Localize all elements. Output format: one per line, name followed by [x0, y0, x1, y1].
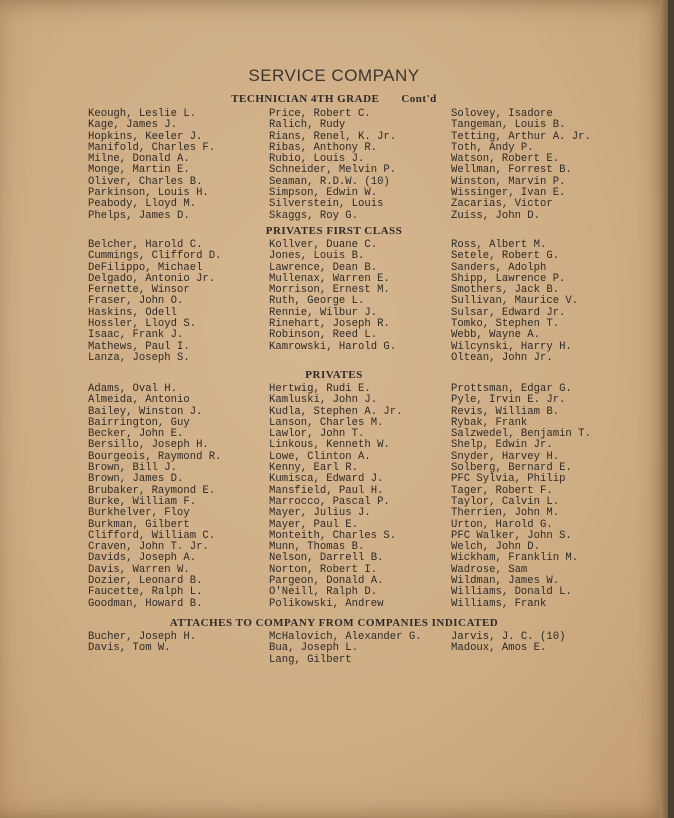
roster-name: Winston, Marvin P. [451, 175, 566, 188]
roster-name: Shipp, Lawrence P. [451, 272, 566, 285]
roster-name: Kudla, Stephen A. Jr. [269, 405, 403, 418]
roster-name: Pargeon, Donald A. [269, 575, 384, 588]
section-heading-text: PRIVATES FIRST CLASS [265, 225, 403, 237]
pfc-column-3 [451, 240, 578, 364]
roster-name: Price, Robert C. [269, 108, 371, 120]
roster-name: Therrien, John M. [451, 507, 560, 520]
roster-name: Wickham, Franklin M. [451, 552, 579, 565]
roster-name: Zuiss, John D. [451, 209, 541, 222]
technician-column-1 [88, 109, 215, 222]
roster-name: Taylor, Calvin L. [451, 495, 560, 508]
roster-name: Shelp, Edwin Jr. [451, 439, 553, 452]
roster-name: Toth, Andy P. [451, 141, 534, 154]
privates-column-2 [269, 384, 403, 610]
roster-name: Polikowski, Andrew [269, 597, 384, 610]
roster-name: Rians, Renel, K. Jr. [269, 130, 397, 143]
roster-name: Prottsman, Edgar G. [451, 383, 572, 395]
roster-name: Bersillo, Joseph H. [88, 439, 209, 452]
attaches-column-3 [451, 632, 565, 655]
roster-name: Tager, Robert F. [451, 484, 553, 497]
roster-name: Robinson, Reed L. [269, 329, 378, 342]
roster-name: Manifold, Charles F. [88, 141, 216, 154]
roster-name: Lanza, Joseph S. [88, 351, 190, 364]
roster-name: Delgado, Antonio Jr. [88, 272, 216, 285]
roster-name: Brown, Bill J. [88, 462, 178, 475]
roster-name: Fernette, Winsor [88, 284, 190, 297]
roster-name: Haskins, Odell [88, 306, 178, 319]
roster-name: Wilcynski, Harry H. [451, 340, 572, 353]
roster-name: Zacarias, Victor [451, 198, 553, 211]
roster-name: Phelps, James D. [88, 209, 190, 222]
privates-column-1 [88, 384, 222, 610]
roster-name: Davids, Joseph A. [88, 552, 197, 565]
roster-name: Burkhelver, Floy [88, 507, 190, 520]
roster-name: Rubio, Louis J. [269, 153, 365, 166]
roster-name: Rennie, Wilbur J. [269, 306, 378, 319]
roster-name: Lang, Gilbert [269, 653, 352, 666]
pfc-column-2 [269, 240, 396, 353]
roster-name: Becker, John E. [88, 428, 184, 441]
roster-name: Cummings, Clifford D. [88, 250, 222, 263]
roster-name: Lanson, Charles M. [269, 416, 384, 429]
technician-column-3 [451, 109, 591, 222]
roster-name: Kenny, Earl R. [269, 462, 359, 475]
roster-name: Seaman, R.D.W. (10) [269, 175, 390, 188]
roster-name: Craven, John T. Jr. [88, 541, 209, 554]
roster-name: Ruth, George L. [269, 295, 365, 308]
page-spine-shadow [660, 0, 668, 818]
roster-name: Simpson, Edwin W. [269, 187, 378, 200]
section-heading-text: PRIVATES [305, 369, 363, 381]
roster-name: Tangeman, Louis B. [451, 119, 566, 132]
roster-name: Schneider, Melvin P. [269, 164, 397, 177]
roster-name: Watson, Robert E. [451, 153, 560, 166]
roster-name: Wildman, James W. [451, 575, 560, 588]
roster-name: Fraser, John O. [88, 295, 184, 308]
roster-name: Goodman, Howard B. [88, 597, 203, 610]
roster-name: Almeida, Antonio [88, 394, 190, 407]
roster-name: Williams, Frank [451, 597, 547, 610]
roster-name: Mullenax, Warren E. [269, 272, 390, 285]
roster-name: Norton, Robert I. [269, 563, 378, 576]
attaches-column-2 [269, 632, 422, 666]
roster-name: Hossler, Lloyd S. [88, 318, 197, 331]
roster-name: Webb, Wayne A. [451, 329, 541, 342]
roster-name: Sullivan, Maurice V. [451, 295, 579, 308]
roster-name: Oliver, Charles B. [88, 175, 203, 188]
roster-name: Davis, Warren W. [88, 563, 190, 576]
roster-name: Bourgeois, Raymond R. [88, 450, 222, 463]
roster-name: Tomko, Stephen T. [451, 318, 560, 331]
roster-name: Hopkins, Keeler J. [88, 130, 203, 143]
roster-name: Wellman, Forrest B. [451, 164, 572, 177]
roster-name: Sanders, Adolph [451, 261, 547, 274]
roster-name: Setele, Robert G. [451, 250, 560, 263]
roster-name: Skaggs, Roy G. [269, 209, 359, 222]
roster-name: Solberg, Bernard E. [451, 462, 572, 475]
roster-name: Bua, Joseph L. [269, 642, 359, 655]
roster-name: Bairrington, Guy [88, 416, 190, 429]
roster-name: Tetting, Arthur A. Jr. [451, 130, 591, 143]
roster-name: Williams, Donald L. [451, 586, 572, 599]
roster-name: Burke, William F. [88, 495, 197, 508]
roster-name: Nelson, Darrell B. [269, 552, 384, 565]
roster-name: Morrison, Ernest M. [269, 284, 390, 297]
roster-name: Smothers, Jack B. [451, 284, 560, 297]
roster-name: Pyle, Irvin E. Jr. [451, 394, 566, 407]
roster-name: Kamrowski, Harold G. [269, 340, 397, 353]
roster-name: DeFilippo, Michael [88, 261, 203, 274]
roster-name: Keough, Leslie L. [88, 108, 197, 120]
roster-name: Lawrence, Dean B. [269, 261, 378, 274]
roster-name: Oltean, John Jr. [451, 351, 553, 364]
roster-name: Urton, Harold G. [451, 518, 553, 531]
roster-name: Jones, Louis B. [269, 250, 365, 263]
roster-name: Linkous, Kenneth W. [269, 439, 390, 452]
roster-name: Revis, William B. [451, 405, 560, 418]
roster-name: Mayer, Julius J. [269, 507, 371, 520]
roster-name: Hertwig, Rudi E. [269, 383, 371, 395]
privates-column-3 [451, 384, 591, 610]
roster-name: Brubaker, Raymond E. [88, 484, 216, 497]
roster-name: Burkman, Gilbert [88, 518, 190, 531]
roster-name: Monteith, Charles S. [269, 529, 397, 542]
roster-name: Parkinson, Louis H. [88, 187, 209, 200]
roster-name: Mathews, Paul I. [88, 340, 190, 353]
roster-name: Mayer, Paul E. [269, 518, 359, 531]
roster-name: Milne, Donald A. [88, 153, 190, 166]
roster-name: Peabody, Lloyd M. [88, 198, 197, 211]
section-heading-attaches [0, 617, 668, 629]
roster-name: Isaac, Frank J. [88, 329, 184, 342]
roster-name: Jarvis, J. C. (10) [451, 631, 566, 643]
roster-name: Welch, John D. [451, 541, 541, 554]
roster-name: Faucette, Ralph L. [88, 586, 203, 599]
roster-name: Kollver, Duane C. [269, 239, 378, 251]
roster-name: Bailey, Winston J. [88, 405, 203, 418]
roster-name: Clifford, William C. [88, 529, 216, 542]
roster-name: Kage, James J. [88, 119, 178, 132]
roster-name: Marrocco, Pascal P. [269, 495, 390, 508]
page-title: SERVICE COMPANY [248, 66, 420, 85]
roster-name: Ross, Albert M. [451, 239, 547, 251]
roster-name: Dozier, Leonard B. [88, 575, 203, 588]
technician-column-2 [269, 109, 396, 222]
section-heading-privates [0, 369, 668, 381]
roster-name: Wadrose, Sam [451, 563, 528, 576]
roster-name: Davis, Tom W. [88, 642, 171, 655]
section-heading-technician [0, 93, 668, 105]
roster-name: Lawlor, John T. [269, 428, 365, 441]
section-heading-text: TECHNICIAN 4TH GRADE [231, 93, 380, 105]
roster-name: Wissinger, Ivan E. [451, 187, 566, 200]
attaches-column-1 [88, 632, 196, 655]
roster-name: PFC Sylvia, Philip [451, 473, 566, 486]
roster-name: Mansfield, Paul H. [269, 484, 384, 497]
section-heading-note: Cont'd [401, 93, 437, 105]
roster-name: Ribas, Anthony R. [269, 141, 378, 154]
roster-name: Rinehart, Joseph R. [269, 318, 390, 331]
roster-name: Sulsar, Edward Jr. [451, 306, 566, 319]
roster-name: Kamluski, John J. [269, 394, 378, 407]
roster-name: PFC Walker, John S. [451, 529, 572, 542]
roster-name: Lowe, Clinton A. [269, 450, 371, 463]
section-heading-text: ATTACHES TO COMPANY FROM COMPANIES INDICATED [169, 617, 499, 629]
roster-name: Adams, Oval H. [88, 383, 178, 395]
roster-name: Bucher, Joseph H. [88, 631, 197, 643]
roster-name: Kumisca, Edward J. [269, 473, 384, 486]
roster-name: Brown, James D. [88, 473, 184, 486]
roster-name: Ralich, Rudy [269, 119, 346, 132]
roster-name: Salzwedel, Benjamin T. [451, 428, 591, 441]
roster-name: Rybak, Frank [451, 416, 528, 429]
roster-name: Madoux, Amos E. [451, 642, 547, 655]
roster-name: Munn, Thomas B. [269, 541, 365, 554]
roster-name: O'Neill, Ralph D. [269, 586, 378, 599]
roster-name: Monge, Martin E. [88, 164, 190, 177]
roster-name: McHalovich, Alexander G. [269, 631, 422, 643]
roster-name: Solovey, Isadore [451, 108, 553, 120]
roster-name: Silverstein, Louis [269, 198, 384, 211]
section-heading-pfc [0, 225, 668, 237]
roster-name: Belcher, Harold C. [88, 239, 203, 251]
roster-name: Snyder, Harvey H. [451, 450, 560, 463]
pfc-column-1 [88, 240, 222, 364]
